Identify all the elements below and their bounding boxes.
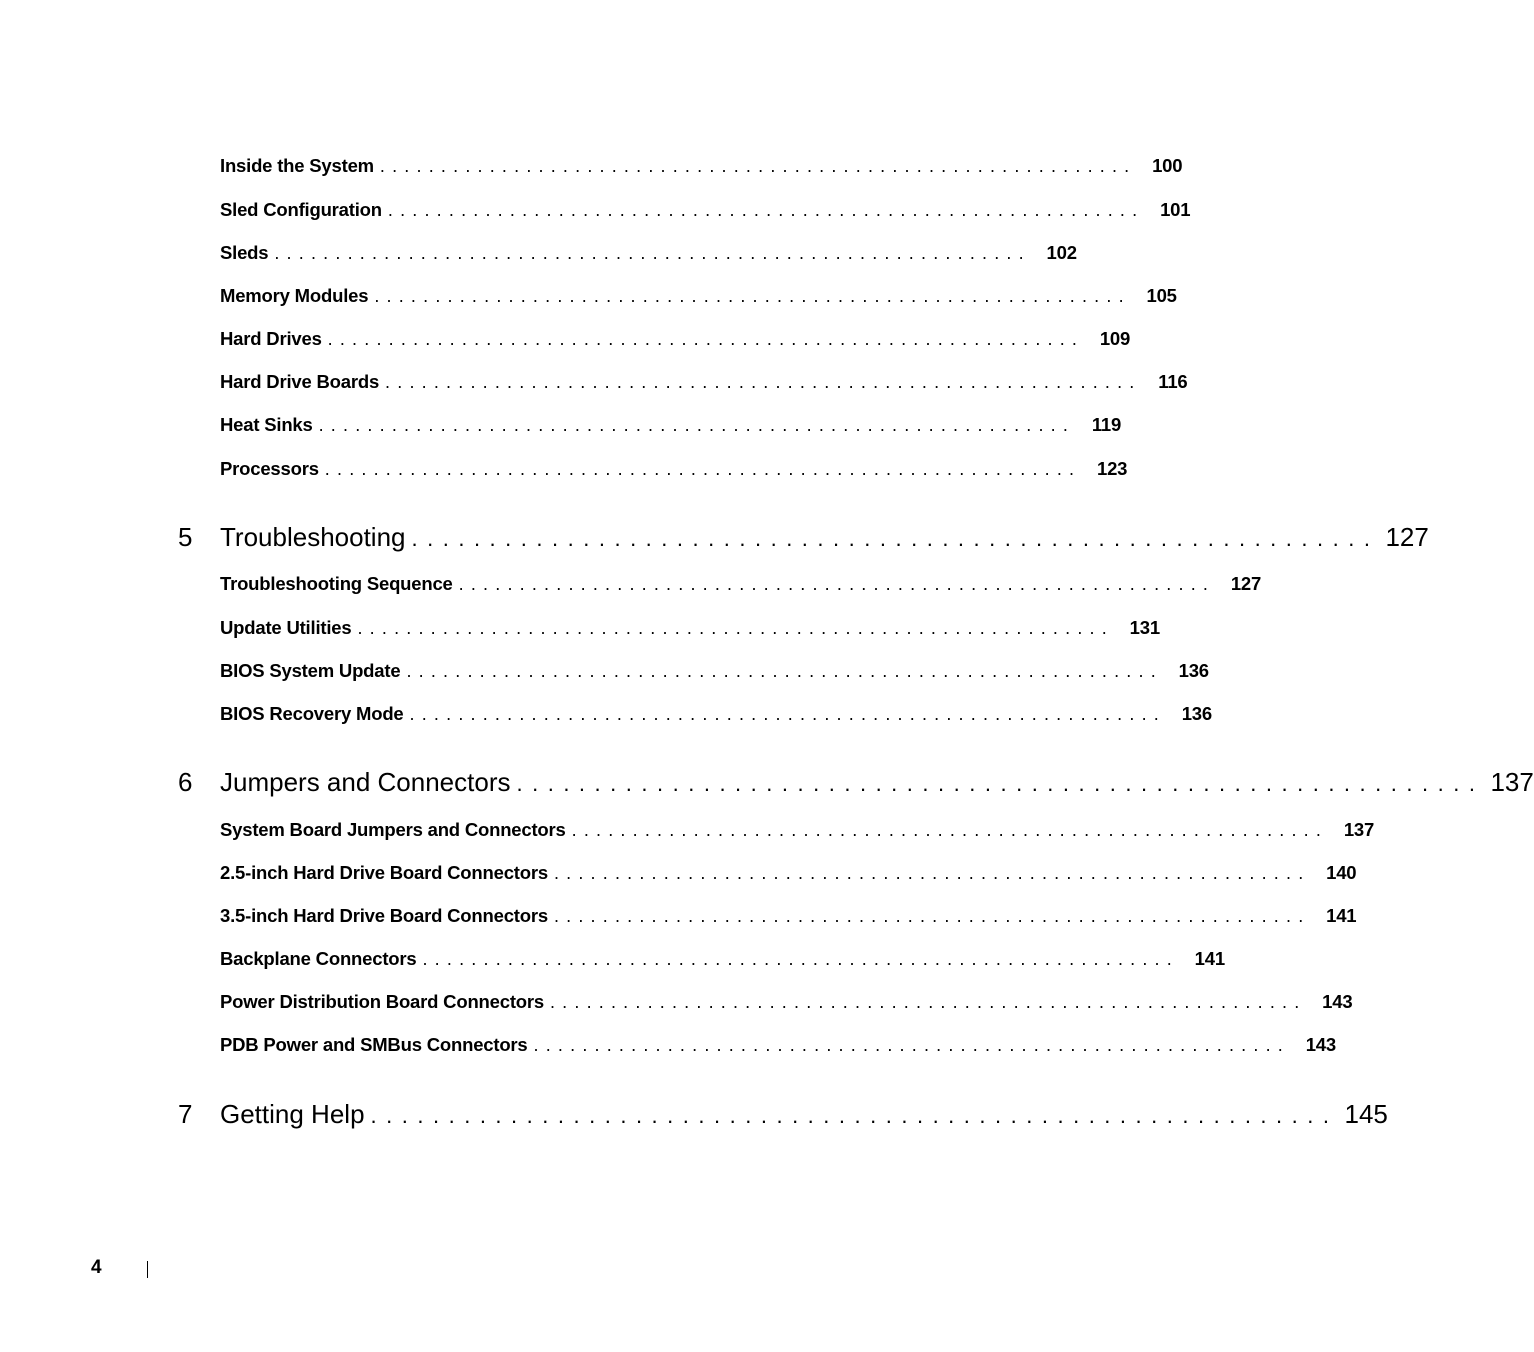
toc-chapter-page: 127 bbox=[1385, 522, 1429, 552]
toc-entry-backplane-connectors[interactable] bbox=[220, 947, 1225, 971]
toc-entry-3-5-inch-connectors[interactable] bbox=[220, 904, 1357, 928]
dot-leader: .............................................................. bbox=[553, 863, 1311, 883]
toc-entry-system-board-jumpers[interactable] bbox=[220, 818, 1375, 842]
toc-entry-pdb-power-smbus[interactable] bbox=[220, 1033, 1336, 1057]
toc-entry-title: Hard Drive Boards bbox=[220, 371, 380, 392]
dot-leader: .............................................................. bbox=[274, 243, 1031, 263]
dot-leader: .............................................................. bbox=[374, 286, 1131, 306]
toc-entry-memory-modules[interactable] bbox=[220, 284, 1177, 308]
toc-entry-troubleshooting-sequence[interactable] bbox=[220, 572, 1262, 596]
toc-entry-title: PDB Power and SMBus Connectors bbox=[220, 1034, 528, 1055]
toc-entry-page: 105 bbox=[1146, 285, 1177, 306]
toc-chapter-page: 145 bbox=[1344, 1099, 1388, 1129]
dot-leader: .............................................................. bbox=[370, 1103, 1339, 1128]
toc-chapter-jumpers-and-connectors[interactable] bbox=[220, 765, 1534, 799]
dot-leader: .............................................................. bbox=[411, 526, 1380, 551]
toc-entry-page: 109 bbox=[1099, 328, 1131, 349]
toc-entry-title: Sled Configuration bbox=[220, 199, 382, 220]
toc-entry-hard-drive-boards[interactable] bbox=[220, 370, 1188, 394]
toc-entry-bios-system-update[interactable] bbox=[220, 659, 1209, 683]
toc-chapter-title: Jumpers and Connectors bbox=[220, 767, 511, 797]
toc-chapter-troubleshooting[interactable] bbox=[220, 520, 1429, 554]
toc-entry-page: 116 bbox=[1158, 371, 1188, 392]
toc-entry-update-utilities[interactable] bbox=[220, 616, 1160, 640]
toc-entry-title: Processors bbox=[220, 458, 319, 479]
toc-entry-title: Troubleshooting Sequence bbox=[220, 573, 453, 594]
toc-chapter-page: 137 bbox=[1490, 767, 1534, 797]
toc-entry-title: 2.5-inch Hard Drive Board Connectors bbox=[220, 862, 548, 883]
dot-leader: .............................................................. bbox=[324, 459, 1082, 479]
toc-entry-power-distribution-board[interactable] bbox=[220, 990, 1353, 1014]
toc-chapter-getting-help[interactable] bbox=[220, 1097, 1388, 1131]
toc-entry-title: 3.5-inch Hard Drive Board Connectors bbox=[220, 905, 548, 926]
dot-leader: .............................................................. bbox=[571, 820, 1329, 840]
toc-entry-title: Backplane Connectors bbox=[220, 948, 417, 969]
toc-chapter-title: Getting Help bbox=[220, 1099, 365, 1129]
toc-entry-sleds[interactable] bbox=[220, 241, 1077, 265]
dot-leader: .............................................................. bbox=[379, 156, 1137, 176]
dot-leader: .............................................................. bbox=[357, 618, 1114, 638]
toc-entry-page: 143 bbox=[1305, 1034, 1336, 1055]
footer-page-number: 4 bbox=[91, 1257, 102, 1278]
toc-entry-2-5-inch-connectors[interactable] bbox=[220, 861, 1357, 885]
toc-entry-hard-drives[interactable] bbox=[220, 327, 1131, 351]
dot-leader: .............................................................. bbox=[385, 372, 1142, 392]
chapter-number: 5 bbox=[178, 522, 193, 552]
dot-leader: .............................................................. bbox=[533, 1035, 1290, 1055]
toc-entry-heat-sinks[interactable] bbox=[220, 413, 1122, 437]
toc-entry-page: 102 bbox=[1046, 242, 1077, 263]
toc-entry-title: Sleds bbox=[220, 242, 269, 263]
toc-entry-inside-the-system[interactable] bbox=[220, 154, 1183, 178]
toc-entry-sled-configuration[interactable] bbox=[220, 198, 1191, 222]
toc-entry-title: Update Utilities bbox=[220, 617, 352, 638]
dot-leader: .............................................................. bbox=[553, 906, 1311, 926]
dot-leader: .............................................................. bbox=[516, 771, 1485, 796]
toc-entry-title: Heat Sinks bbox=[220, 414, 313, 435]
toc-entry-page: 127 bbox=[1230, 573, 1262, 594]
toc-chapter-title: Troubleshooting bbox=[220, 522, 406, 552]
chapter-number: 7 bbox=[178, 1099, 193, 1129]
toc-entry-title: BIOS Recovery Mode bbox=[220, 703, 404, 724]
toc-entry-page: 101 bbox=[1160, 199, 1191, 220]
toc-entry-page: 131 bbox=[1129, 617, 1160, 638]
toc-entry-page: 123 bbox=[1096, 458, 1128, 479]
toc-entry-title: Hard Drives bbox=[220, 328, 322, 349]
toc-entry-page: 100 bbox=[1152, 155, 1183, 176]
dot-leader: .............................................................. bbox=[327, 329, 1085, 349]
toc-entry-page: 140 bbox=[1326, 862, 1357, 883]
toc-entry-processors[interactable] bbox=[220, 457, 1128, 481]
toc-entry-page: 137 bbox=[1343, 819, 1375, 840]
chapter-number: 6 bbox=[178, 767, 193, 797]
toc-entry-page: 141 bbox=[1326, 905, 1357, 926]
dot-leader: .............................................................. bbox=[318, 415, 1076, 435]
dot-leader: .............................................................. bbox=[406, 661, 1163, 681]
toc-entry-title: Memory Modules bbox=[220, 285, 369, 306]
toc-entry-bios-recovery-mode[interactable] bbox=[220, 702, 1212, 726]
toc-entry-title: Power Distribution Board Connectors bbox=[220, 991, 544, 1012]
toc-entry-title: Inside the System bbox=[220, 155, 374, 176]
toc-entry-title: System Board Jumpers and Connectors bbox=[220, 819, 566, 840]
toc-entry-title: BIOS System Update bbox=[220, 660, 401, 681]
toc-entry-page: 143 bbox=[1322, 991, 1353, 1012]
toc-entry-page: 136 bbox=[1181, 703, 1212, 724]
toc-entry-page: 119 bbox=[1091, 414, 1122, 435]
dot-leader: .............................................................. bbox=[387, 200, 1145, 220]
footer-divider bbox=[147, 1261, 148, 1278]
toc-entry-page: 136 bbox=[1178, 660, 1209, 681]
dot-leader: .............................................................. bbox=[422, 949, 1179, 969]
dot-leader: .............................................................. bbox=[409, 704, 1166, 724]
dot-leader: .............................................................. bbox=[458, 574, 1216, 594]
toc-entry-page: 141 bbox=[1194, 948, 1225, 969]
dot-leader: .............................................................. bbox=[549, 992, 1307, 1012]
